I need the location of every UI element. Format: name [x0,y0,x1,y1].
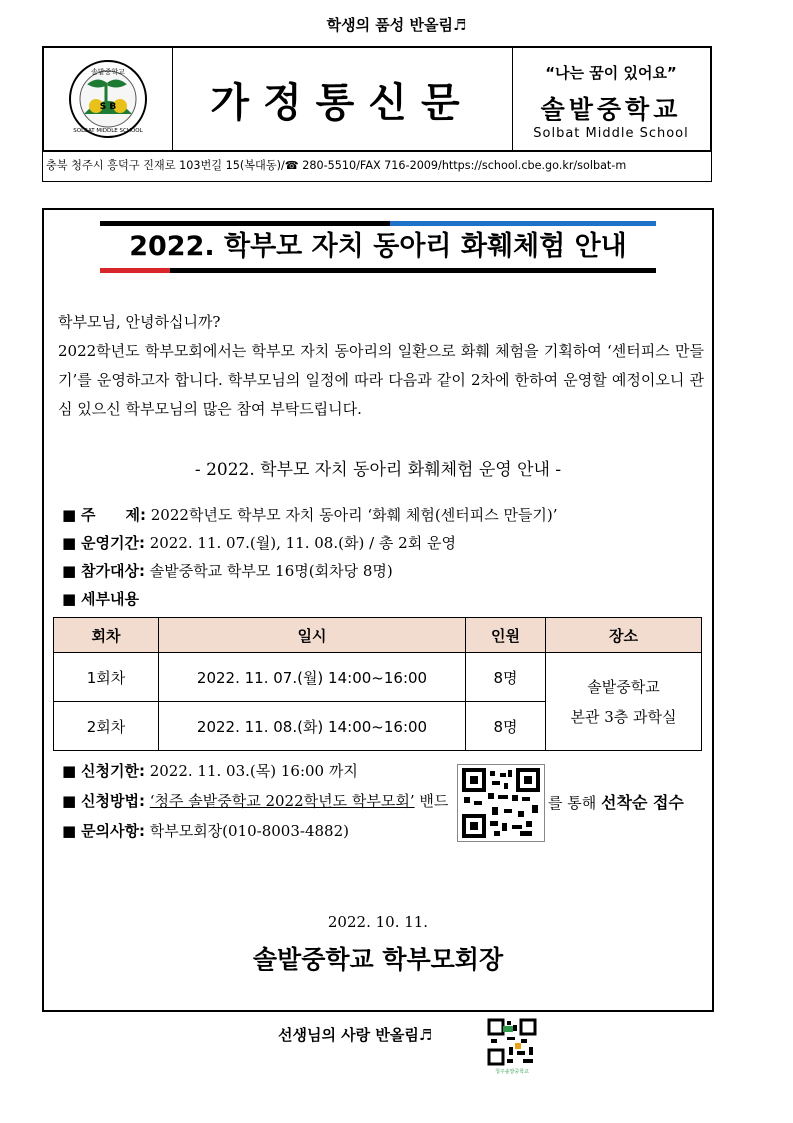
method-via: 를 통해 [548,794,597,812]
info-details: ■ 세부내용 [62,590,139,608]
band-label: 밴드 [419,792,449,810]
info-target: ■ 참가대상: 솔밭중학교 학부모 16명(회차당 8명) [62,562,393,580]
col-datetime: 일시 [159,618,466,653]
info-target-value: 솔밭중학교 학부모 16명(회차당 8명) [149,562,393,580]
top-motto: 학생의 품성 반올림♬ [326,16,467,34]
notice-signer: 솔밭중학교 학부모회장 [252,945,504,974]
round-cell: 1회차 [54,653,159,702]
school-logo-cell [44,48,173,150]
info-period-value: 2022. 11. 07.(월), 11. 08.(화) / 총 2회 운영 [149,534,456,552]
method-suffix [548,790,684,813]
school-emblem-icon [44,48,172,150]
title-bar-bottom-black [170,268,656,273]
school-name-en: Solbat Middle School [533,126,689,141]
deadline-value: 2022. 11. 03.(목) 16:00 까지 [149,762,358,780]
datetime-cell: 2022. 11. 08.(화) 14:00~16:00 [159,702,466,751]
info-method: ■ 신청방법: ‘청주 솔밭중학교 2022학년도 학부모회’ 밴드 [62,792,449,810]
info-deadline: ■ 신청기한: 2022. 11. 03.(목) 16:00 까지 [62,762,358,780]
newsletter-header [42,46,712,152]
info-target-label: 참가대상 [80,562,139,580]
bottom-motto: 선생님의 사랑 반올림♬ [278,1026,433,1044]
table-row [54,653,702,702]
deadline-label: 신청기한 [80,762,139,780]
info-topic-value: 2022학년도 학부모 자치 동아리 ‘화훼 체험(센터피스 만들기)’ [150,506,558,524]
col-people: 인원 [466,618,546,653]
school-name: 솔밭중학교 [540,95,682,124]
info-period-label: 운영기간 [80,534,139,552]
col-round: 회차 [54,618,159,653]
footer-qr-code-icon[interactable] [485,1017,539,1075]
people-cell: 8명 [466,653,546,702]
notice-paragraph [58,308,704,424]
info-details-label: 세부내용 [80,590,139,608]
col-place: 장소 [546,618,702,653]
band-qr-code-icon[interactable] [457,764,545,842]
newsletter-title: 가정통신문 [172,48,513,150]
place-line-2: 본관 3층 과학실 [570,707,677,726]
method-label: 신청방법 [80,792,139,810]
title-bar-bottom-red [100,268,170,273]
notice-body: 2022학년도 학부모회에서는 학부모 자치 동아리의 일환으로 화훼 체험을 기획하여 ‘센터피스 만들기’를 운영하고자 합니다. 학부모님의 일정에 따라 다음과 같이 2차에 한하여 운영할 예정이오니 관심 있으신 학부모님의 많은 참여 부탁드립니다. [58,342,704,418]
schedule-header-row [54,618,702,653]
footer-qr-pattern-icon [485,1017,539,1075]
info-contact: ■ 문의사항: 학부모회장(010-8003-4882) [62,822,349,840]
datetime-cell: 2022. 11. 07.(월) 14:00~16:00 [159,653,466,702]
school-slogan: “나는 꿈이 있어요” [545,64,677,82]
people-cell: 8명 [466,702,546,751]
emblem-top-text: 솔밭중학교 [91,68,125,76]
qr-pattern-icon [458,765,544,841]
place-line-1: 솔밭중학교 [587,677,660,696]
emblem-ring-text: SOLBAT MIDDLE SCHOOL [73,128,143,134]
band-link[interactable]: ‘청주 솔밭중학교 2022학년도 학부모회’ [149,792,415,810]
greeting: 학부모님, 안녕하십니까? [58,313,221,331]
section-title: - 2022. 학부모 자치 동아리 화훼체험 운영 안내 - [194,460,562,480]
round-cell: 2회차 [54,702,159,751]
school-address: 충북 청주시 흥덕구 진재로 103번길 15(복대동)/☎ 280-5510/FAX 716-2009/https://school.cbe.go.kr/solbat-m [42,152,712,182]
first-come-emphasis: 선착순 접수 [601,793,684,812]
notice-title: 2022. 학부모 자치 동아리 화훼체험 안내 [129,231,627,262]
notice-date: 2022. 10. 11. [327,913,429,931]
contact-label: 문의사항 [80,822,139,840]
qr-caption: 청주솔밭중학교 [495,1069,529,1075]
school-identity [512,48,710,150]
info-topic-label: 주 제 [80,506,140,524]
info-period: ■ 운영기간: 2022. 11. 07.(월), 11. 08.(화) / 총 2회 운영 [62,534,456,552]
emblem-letters: S B [99,102,117,112]
info-topic: ■ 주 제: 2022학년도 학부모 자치 동아리 ‘화훼 체험(센터피스 만들기)’ [62,506,558,524]
place-cell [546,653,702,751]
contact-value: 학부모회장(010-8003-4882) [149,822,349,840]
schedule-table [53,617,702,751]
